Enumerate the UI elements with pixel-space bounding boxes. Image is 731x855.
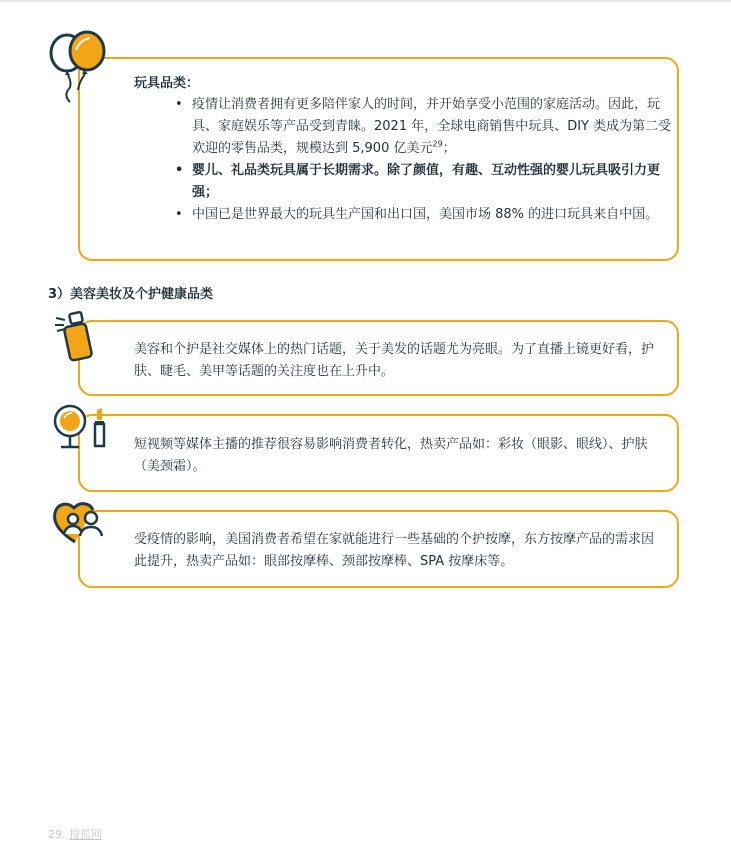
mirror-lipstick-icon bbox=[50, 404, 110, 450]
source-link[interactable]: 搜狐网 bbox=[69, 828, 102, 841]
page-footer bbox=[48, 826, 102, 842]
beauty-text-3: 受疫情的影响，美国消费者希望在家就能进行一些基础的个护按摩，东方按摩产品的需求因此提升，热卖产品如：眼部按摩棒、颈部按摩棒、SPA 按摩床等。 bbox=[134, 532, 655, 569]
section-heading-beauty: 3）美容美妆及个护健康品类 bbox=[48, 287, 214, 302]
top-divider bbox=[0, 0, 731, 2]
list-item: • 疫情让消费者拥有更多陪伴家人的时间，并开始享受小范围的家庭活动。因此，玩具、家庭娱乐等产品受到青睐。2021 年，全球电商销售中玩具、DIY 类成为第二受欢迎的零售品类，规模达到 5,900 亿美元$^{29}$； bbox=[175, 94, 675, 160]
page-number: 29. bbox=[48, 828, 66, 841]
footnote-ref[interactable]: 29 bbox=[432, 139, 443, 149]
spray-bottle-icon bbox=[52, 308, 102, 364]
toys-bullet-list bbox=[175, 94, 675, 226]
toys-heading: 玩具品类： bbox=[134, 76, 200, 91]
list-item: • 中国已是世界最大的玩具生产国和出口国，美国市场 88% 的进口玩具来自中国。 bbox=[175, 204, 675, 226]
balloons-icon bbox=[46, 30, 110, 104]
beauty-text-2: 短视频等媒体主播的推荐很容易影响消费者转化，热卖产品如：彩妆（眼影、眼线）、护肤（美颈霜）。 bbox=[134, 437, 648, 474]
list-item: • 婴儿、礼品类玩具属于长期需求。除了颜值，有趣、互动性强的婴儿玩具吸引力更强； bbox=[175, 160, 675, 204]
heart-people-icon bbox=[51, 498, 107, 546]
beauty-text-1: 美容和个护是社交媒体上的热门话题，关于美发的话题尤为亮眼。为了直播上镜更好看，护肤、睫毛、美甲等话题的关注度也在上升中。 bbox=[134, 342, 655, 379]
